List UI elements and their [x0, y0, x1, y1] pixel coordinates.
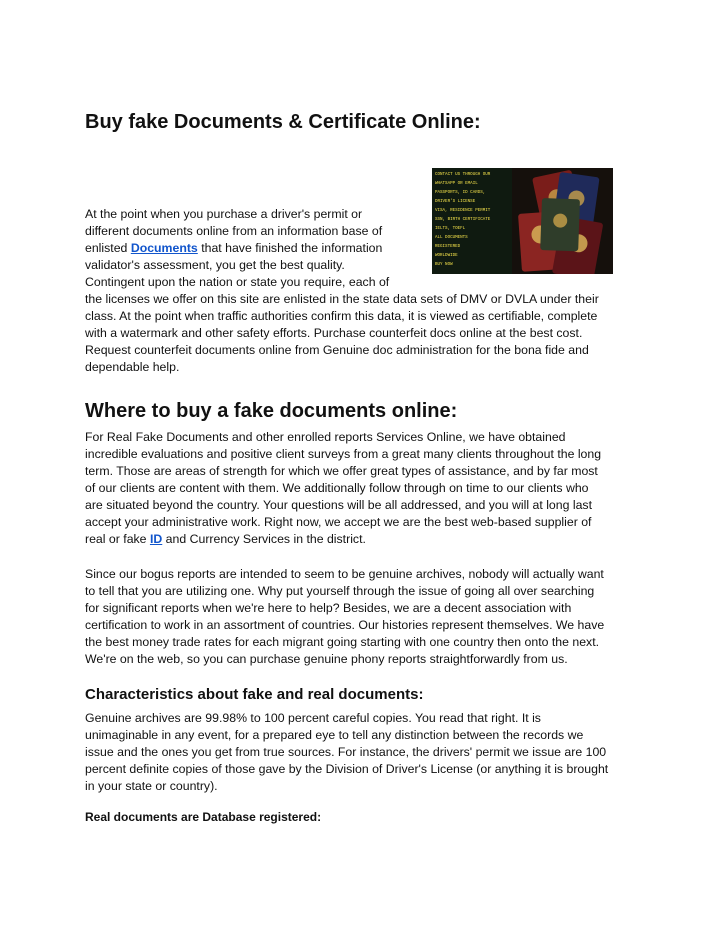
section2-p2-line: Since our bogus reports are intended to seem to be genuine archives, nobody will actually want [85, 567, 604, 581]
section2-p2-line: We're on the web, so you can purchase genuine phony reports straightforwardly from us. [85, 652, 568, 666]
intro-line-4: validator's assessment, you get the best quality. [85, 258, 345, 272]
intro-line-9: Request counterfeit documents online from Genuine doc administration for the bona fide and [85, 343, 589, 357]
page-title: Buy fake Documents & Certificate Online: [85, 111, 481, 133]
section2-p1-line: of our clients are content with them. We additionally follow through on time to our clients who [85, 481, 589, 495]
photo-text-line: REGISTERED [435, 245, 461, 249]
documents-link[interactable]: Documents [130, 241, 198, 255]
section2-p2-line: the best money trade rates for each migrant going starting with one country then onto the next. [85, 635, 600, 649]
section3-p1-line: Genuine archives are 99.98% to 100 percent careful copies. You read that right. It is [85, 711, 541, 725]
photo-text-line: WHATSAPP OR EMAIL [435, 182, 478, 186]
intro-line-5: Contingent upon the nation or state you require, each of [85, 275, 390, 289]
intro-line-2: different documents online from an information base of [85, 224, 383, 238]
passports-photo [432, 168, 613, 274]
section2-p2-line: to tell that you are utilizing one. Why put yourself through the issue of going all over searching [85, 584, 595, 598]
section2-p1-line: term. Those are areas of strength for which we offer great types of assistance, and by far most [85, 464, 598, 478]
section2-p1-line: incredible evaluations and positive client surveys from a great many clients throughout the long [85, 447, 602, 461]
intro-line-3-post: that have finished the information [197, 241, 383, 255]
intro-line-10: dependable help. [85, 360, 180, 374]
passports-photo-icon [432, 168, 613, 274]
section3-p1-line: issue and the ones you get from true sources. For instance, the drivers' permit we issue are 100 [85, 745, 607, 759]
id-link[interactable]: ID [149, 532, 163, 546]
section2-p1-last-pre: real or fake [85, 532, 150, 546]
section2-p1-last-post: and Currency Services in the district. [162, 532, 366, 546]
photo-text-line: BUY NOW [435, 263, 453, 267]
photo-text-line: DRIVER'S LICENSE [435, 200, 476, 204]
photo-text-line: CONTACT US THROUGH OUR [435, 173, 491, 177]
intro-line-7: class. At the point when traffic authorities confirm this data, it is viewed as certifiable, complete [85, 309, 598, 323]
intro-line-6: the licenses we offer on this site are enlisted in the state data sets of DMV or DVLA under their [85, 292, 599, 306]
section2-p1-line: are situated beyond the country. Your questions will be all addressed, and you will at long last [85, 498, 592, 512]
intro-line-1: At the point when you purchase a driver's permit or [85, 207, 363, 221]
photo-text-line: SSN, BIRTH CERTIFICATE [435, 218, 491, 222]
section2-p2-line: for significant reports when we're here to help? Besides, we are a decent association with [85, 601, 572, 615]
section-heading-where-to-buy: Where to buy a fake documents online: [85, 400, 458, 422]
photo-text-line: ALL DOCUMENTS [435, 236, 468, 240]
section-heading-characteristics: Characteristics about fake and real documents: [85, 686, 424, 703]
section-heading-database-registered: Real documents are Database registered: [85, 810, 322, 824]
section3-p1-line: percent definite copies of those gave by the Division of Driver's License (or anything it is brought [85, 762, 609, 776]
section3-p1-line: in your state or country). [85, 779, 218, 793]
intro-line-3-pre: enlisted [85, 241, 131, 255]
section2-p1-line: For Real Fake Documents and other enrolled reports Services Online, we have obtained [85, 430, 566, 444]
photo-text-line: PASSPORTS, ID CARDS, [435, 191, 486, 195]
photo-text-line: WORLDWIDE [435, 254, 458, 258]
section3-p1-line: unimaginable in any event, for a prepared eye to tell any distinction between the records we [85, 728, 584, 742]
intro-line-8: with a watermark and other safety efforts. Purchase counterfeit docs online at the best cost. [85, 326, 583, 340]
section2-p2-line: certification to work in an assortment of countries. Our histories represent themselves. We have [85, 618, 605, 632]
photo-text-line: VISA, RESIDENCE PERMIT [435, 209, 491, 213]
photo-text-line: IELTS, TOEFL [435, 227, 466, 231]
intro-line-3 [85, 240, 382, 257]
section2-p1-line: accept your administrative work. Right now, we accept we are the best web-based supplier of [85, 515, 592, 529]
section2-p1-last-line [85, 531, 366, 548]
